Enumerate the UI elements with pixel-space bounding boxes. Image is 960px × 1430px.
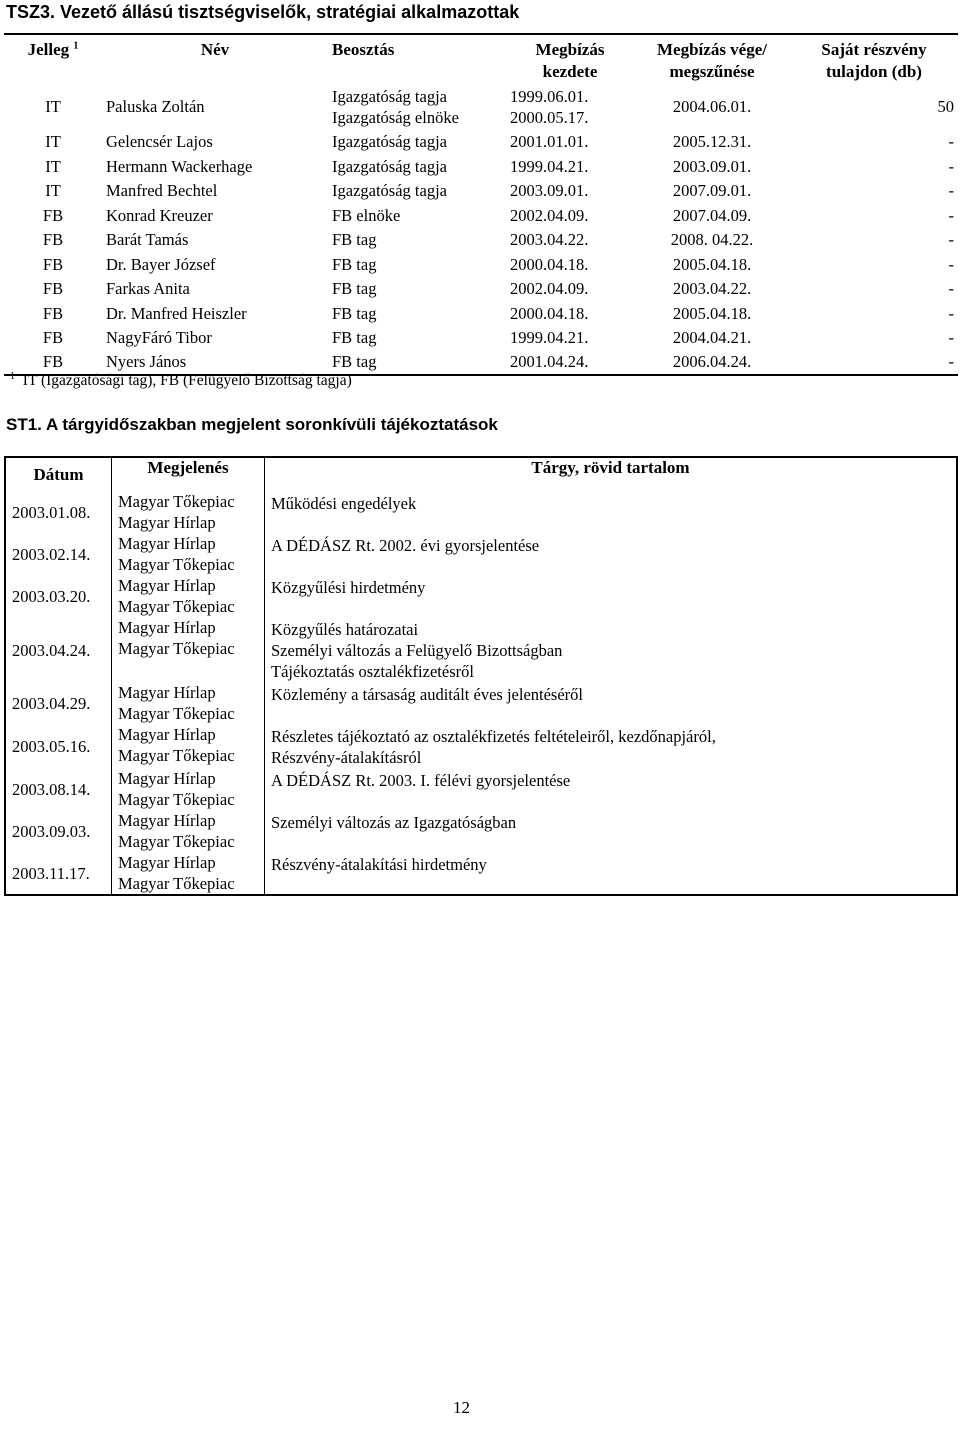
media-line: Magyar Hírlap — [118, 811, 216, 830]
officers-header-row — [4, 34, 958, 83]
cell-position: FB tag — [332, 254, 377, 274]
cell-name: Konrad Kreuzer — [106, 205, 213, 225]
list-item — [5, 768, 957, 810]
media-line: Magyar Hírlap — [118, 853, 216, 872]
list-item — [5, 575, 957, 617]
list-item — [5, 852, 957, 895]
cell-date: 2003.05.16. — [5, 724, 112, 768]
header-media: Megjelenés — [112, 457, 265, 491]
table-row — [4, 326, 958, 351]
cell-type: IT — [45, 96, 61, 116]
table-row — [4, 253, 958, 278]
list-item — [5, 617, 957, 682]
cell-name: Nyers János — [102, 351, 328, 376]
cell-type: FB — [42, 254, 64, 274]
cell-start: 2003.04.22. — [510, 230, 589, 250]
cell-subject — [265, 533, 958, 575]
cell-end: 2007.09.01. — [672, 181, 752, 201]
cell-end: 2007.04.09. — [672, 205, 752, 225]
cell-start: 1999.04.21. — [510, 156, 589, 176]
table-row — [4, 130, 958, 155]
cell-start: 2000.04.18. — [510, 254, 589, 274]
cell-start-line: 2000.05.17. — [510, 107, 589, 127]
cell-type: FB — [4, 351, 102, 376]
cell-end: 2005.04.18. — [672, 254, 752, 274]
cell-date: 2003.03.20. — [5, 575, 112, 617]
cell-start: 2001.01.01. — [510, 132, 589, 152]
subject-line: Működési engedélyek — [271, 494, 417, 513]
cell-start: 2001.04.24. — [506, 351, 634, 376]
cell-position: Igazgatóság tagja — [332, 132, 447, 152]
cell-end: 2003.04.22. — [672, 279, 752, 299]
media-line: Magyar Hírlap — [118, 683, 216, 702]
media-line: Magyar Hírlap — [118, 769, 216, 788]
cell-own-shares: - — [948, 181, 954, 201]
table-row — [4, 302, 958, 327]
cell-name: Farkas Anita — [106, 279, 190, 299]
document-title: TSZ3. Vezető állású tisztségviselők, stratégiai alkalmazottak — [6, 2, 520, 22]
header-start-line1: Megbízás — [535, 40, 605, 59]
cell-subject — [265, 852, 958, 895]
cell-date: 2003.08.14. — [5, 768, 112, 810]
cell-own-shares: 50 — [937, 96, 954, 116]
header-type-label: Jelleg — [27, 40, 70, 59]
cell-media — [112, 852, 265, 895]
cell-position-line: Igazgatóság elnöke — [332, 107, 459, 127]
media-line: Magyar Tőkepiac — [118, 746, 235, 765]
announcements-table — [4, 456, 958, 896]
cell-start — [506, 83, 634, 130]
cell-end: 2004.06.01. — [672, 96, 752, 116]
media-line: Magyar Tőkepiac — [118, 492, 235, 511]
page-number: 12 — [453, 1398, 470, 1417]
cell-name: Dr. Manfred Heiszler — [106, 303, 247, 323]
cell-position: FB tag — [332, 328, 377, 348]
media-line: Magyar Tőkepiac — [118, 874, 235, 893]
cell-position: FB tag — [332, 230, 377, 250]
cell-own-shares: - — [948, 303, 954, 323]
table-row — [4, 277, 958, 302]
cell-position: Igazgatóság tagja — [332, 156, 447, 176]
media-line: Magyar Hírlap — [118, 534, 216, 553]
cell-end: 2008. 04.22. — [670, 230, 754, 250]
cell-end: 2005.04.18. — [672, 303, 752, 323]
header-start — [506, 34, 634, 83]
cell-start: 2003.09.01. — [510, 181, 589, 201]
list-item — [5, 491, 957, 533]
cell-media — [112, 575, 265, 617]
subject-line: Személyi változás a Felügyelő Bizottságban — [271, 641, 563, 660]
cell-position: FB tag — [332, 303, 377, 323]
subject-line: Tájékoztatás osztalékfizetésről — [271, 662, 474, 681]
media-line: Magyar Tőkepiac — [118, 832, 235, 851]
subject-line: Részvény-átalakításról — [271, 748, 422, 767]
cell-own-shares: - — [790, 351, 958, 376]
cell-subject — [265, 724, 958, 768]
media-line: Magyar Tőkepiac — [118, 597, 235, 616]
header-date: Dátum — [5, 457, 112, 491]
officers-table — [4, 33, 958, 376]
cell-start-line: 1999.06.01. — [510, 86, 589, 106]
cell-media — [112, 491, 265, 533]
cell-own-shares: - — [948, 205, 954, 225]
cell-position — [328, 83, 506, 130]
cell-name: Dr. Bayer József — [106, 254, 216, 274]
header-own-shares — [790, 34, 958, 83]
cell-media — [112, 682, 265, 724]
subject-line: Közgyűlés határozatai — [271, 620, 419, 639]
table-row — [4, 179, 958, 204]
subject-line: Részletes tájékoztató az osztalékfizetés feltételeiről, kezdőnapjáról, — [271, 727, 716, 746]
subject-line: Részvény-átalakítási hirdetmény — [271, 855, 487, 874]
cell-media — [112, 533, 265, 575]
cell-own-shares: - — [948, 132, 954, 152]
footnote — [10, 372, 352, 390]
cell-subject — [265, 682, 958, 724]
table-row — [4, 204, 958, 229]
cell-end: 2006.04.24. — [634, 351, 790, 376]
cell-position-line: Igazgatóság tagja — [332, 86, 447, 106]
list-item — [5, 533, 957, 575]
cell-type: FB — [42, 230, 64, 250]
cell-subject — [265, 575, 958, 617]
cell-name: Gelencsér Lajos — [106, 132, 213, 152]
table-row — [4, 155, 958, 180]
cell-end: 2004.04.21. — [672, 328, 752, 348]
header-start-line2: kezdete — [542, 62, 598, 81]
cell-own-shares: - — [948, 156, 954, 176]
media-line: Magyar Tőkepiac — [118, 790, 235, 809]
media-line: Magyar Tőkepiac — [118, 555, 235, 574]
subject-line: A DÉDÁSZ Rt. 2003. I. félévi gyorsjelentése — [271, 771, 571, 790]
media-line: Magyar Tőkepiac — [118, 639, 235, 658]
cell-media — [112, 810, 265, 852]
table-row — [4, 83, 958, 130]
header-type-footnote-mark: 1 — [73, 40, 79, 52]
list-item — [5, 682, 957, 724]
cell-type: IT — [45, 132, 61, 152]
media-line: Magyar Hírlap — [118, 576, 216, 595]
cell-name: Manfred Bechtel — [106, 181, 218, 201]
header-own-line2: tulajdon (db) — [826, 62, 922, 81]
cell-type: IT — [45, 181, 61, 201]
subject-line: Közgyűlési hirdetmény — [271, 578, 426, 597]
table-row — [4, 228, 958, 253]
cell-name: Paluska Zoltán — [106, 96, 205, 116]
cell-media — [112, 724, 265, 768]
header-type — [4, 34, 102, 83]
cell-subject — [265, 768, 958, 810]
footnote-text: IT (Igazgatósági tag), FB (Felügyelő Bizottság tagja) — [22, 372, 352, 389]
subject-line: Személyi változás az Igazgatóságban — [271, 813, 517, 832]
cell-position: FB tag — [328, 351, 506, 376]
header-subject: Tárgy, rövid tartalom — [265, 457, 958, 491]
cell-position: FB elnöke — [332, 205, 401, 225]
cell-own-shares: - — [948, 230, 954, 250]
list-item — [5, 724, 957, 768]
header-end — [634, 34, 790, 83]
cell-end: 2005.12.31. — [672, 132, 752, 152]
cell-type: FB — [42, 328, 64, 348]
header-own-line1: Saját részvény — [821, 40, 927, 59]
cell-name: Hermann Wackerhage — [106, 156, 253, 176]
media-line: Magyar Hírlap — [118, 725, 216, 744]
header-position: Beosztás — [328, 34, 506, 83]
cell-start: 1999.04.21. — [510, 328, 589, 348]
cell-name: NagyFáró Tibor — [106, 328, 212, 348]
cell-name: Barát Tamás — [106, 230, 189, 250]
header-end-line2: megszűnése — [669, 62, 755, 81]
cell-date: 2003.02.14. — [5, 533, 112, 575]
cell-own-shares: - — [948, 279, 954, 299]
footnote-mark: 1 — [10, 370, 15, 382]
cell-date: 2003.11.17. — [5, 852, 112, 895]
cell-start: 2000.04.18. — [510, 303, 589, 323]
cell-position: FB tag — [332, 279, 377, 299]
header-end-line1: Megbízás vége/ — [657, 40, 767, 59]
cell-type: FB — [42, 303, 64, 323]
cell-start: 2002.04.09. — [510, 205, 589, 225]
cell-own-shares: - — [948, 254, 954, 274]
media-line: Magyar Hírlap — [118, 513, 216, 532]
cell-subject — [265, 491, 958, 533]
media-line: Magyar Hírlap — [118, 618, 216, 637]
subject-line: A DÉDÁSZ Rt. 2002. évi gyorsjelentése — [271, 536, 540, 555]
list-item — [5, 810, 957, 852]
cell-own-shares: - — [948, 328, 954, 348]
cell-media — [112, 617, 265, 682]
header-name: Név — [102, 34, 328, 83]
cell-end: 2003.09.01. — [672, 156, 752, 176]
cell-date: 2003.04.29. — [5, 682, 112, 724]
cell-subject — [265, 617, 958, 682]
cell-subject — [265, 810, 958, 852]
announcements-header-row — [5, 457, 957, 491]
cell-start: 2002.04.09. — [510, 279, 589, 299]
cell-type: FB — [42, 205, 64, 225]
media-line: Magyar Tőkepiac — [118, 704, 235, 723]
cell-media — [112, 768, 265, 810]
cell-date: 2003.01.08. — [5, 491, 112, 533]
section-title: ST1. A tárgyidőszakban megjelent soronkívüli tájékoztatások — [6, 415, 498, 434]
cell-type: IT — [45, 156, 61, 176]
cell-date: 2003.04.24. — [5, 617, 112, 682]
cell-date: 2003.09.03. — [5, 810, 112, 852]
cell-position: Igazgatóság tagja — [332, 181, 447, 201]
subject-line: Közlemény a társaság auditált éves jelentéséről — [271, 685, 583, 704]
cell-type: FB — [42, 279, 64, 299]
